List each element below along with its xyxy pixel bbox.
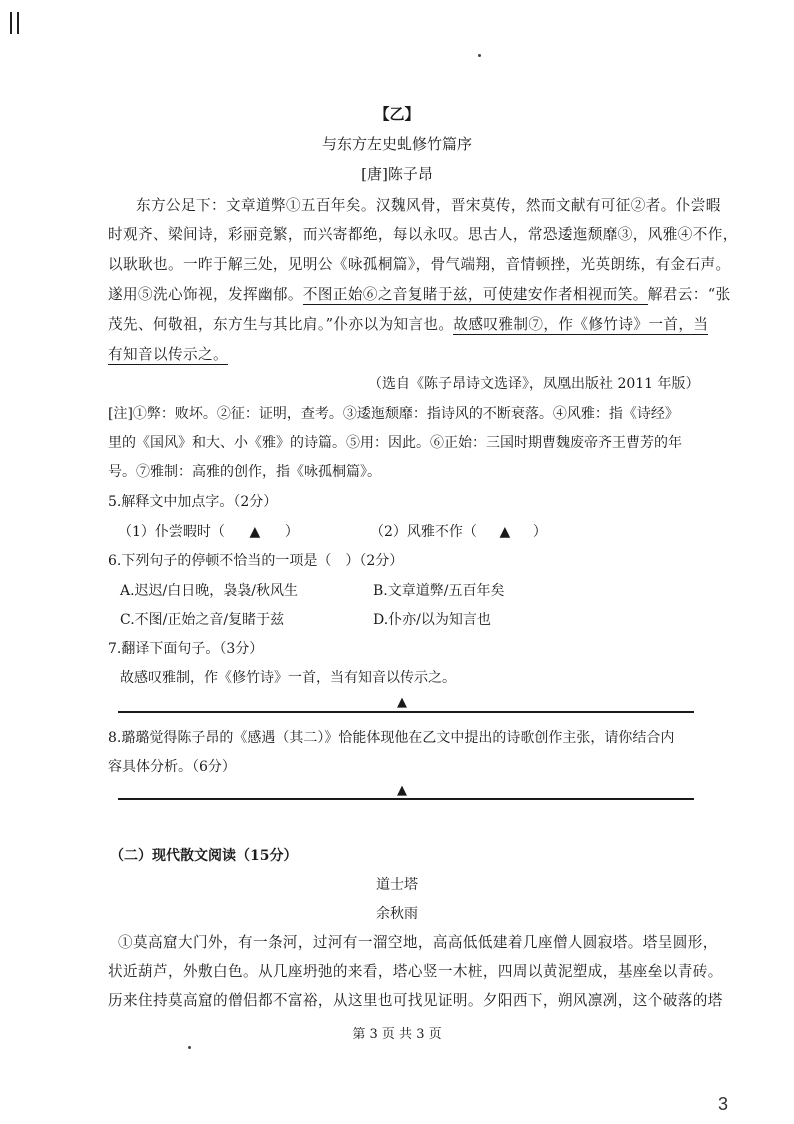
passage-line-5-part-a: 茂先、何敬祖，东方生与其比肩。”仆亦以为知言也。 [108,316,454,333]
essay-author: 余秋雨 [376,906,418,922]
note-line-2: 里的《国风》和大、小《雅》的诗篇。⑤用：因此。⑥正始：三国时期曹魏废帝齐王曹芳的年 [108,435,682,451]
passage-author: [唐]陈子昂 [361,165,433,183]
essay-line-2: 状近葫芦，外敷白色。从几座坍弛的来看，塔心竖一木桩，四周以黄泥塑成，基座垒以青砖。 [108,963,723,980]
q5-part-b-close: ） [532,524,547,540]
passage-line-6 [108,343,228,364]
q5-part-a-close: ） [284,524,299,540]
q8-answer-marker: ▲ [397,783,407,798]
q8-answer-line[interactable] [118,798,694,800]
passage-title: 与东方左史虬修竹篇序 [321,135,472,153]
q6-option-b[interactable]: B.文章道弊/五百年矣 [373,583,505,599]
page-number: 3 [718,1094,729,1114]
q8-stem-line-2: 容具体分析。（6分） [108,759,236,775]
passage-line-3: 以耿耿也。一昨于解三处，见明公《咏孤桐篇》，骨气端翔，音情顿挫，光英朗练，有金石声。 [108,256,731,273]
underlined-sentence-2-end: 有知音以传示之。 [108,346,228,363]
q5-part-a [118,521,299,541]
passage-line-5 [108,313,708,334]
note-line-1: [注]①弊：败坏。②征：证明，查考。③逶迤颓靡：指诗风的不断衰落。④风雅：指《诗经》 [108,406,679,422]
q8-stem-line-1: 8.璐璐觉得陈子昂的《感遇（其二）》恰能体现他在乙文中提出的诗歌创作主张，请你结合内 [108,730,675,746]
page-footer: 第 3 页 共 3 页 [352,1027,442,1042]
q6-stem: 6.下列句子的停顿不恰当的一项是（ ）（2分） [108,553,404,569]
passage-line-4-part-a: 遂用⑤洗心饰视，发挥幽郁。 [108,286,303,303]
passage-line-1: 东方公足下：文章道弊①五百年矣。汉魏风骨，晋宋莫传，然而文献有可征②者。仆尝暇 [136,197,721,214]
note-line-3: 号。⑦雅制：高雅的创作，指《咏孤桐篇》。 [108,464,381,480]
passage-line-2: 时观齐、梁间诗，彩丽竞繁，而兴寄都绝，每以永叹。思古人，常恐逶迤颓靡③，风雅④不作， [108,226,738,243]
q7-sentence: 故感叹雅制，作《修竹诗》一首，当有知音以传示之。 [120,670,456,686]
passage-line-4-part-c: 解君云：“张 [647,286,731,303]
q7-answer-line[interactable] [118,711,694,713]
q5-blank-a[interactable]: ▲ [249,524,261,540]
passage-line-4 [108,283,731,304]
scan-speck [478,54,481,57]
scan-edge-mark [10,12,19,34]
section-heading: （二）现代散文阅读（15分） [110,848,298,864]
q5-part-b-label: （2）风雅不作（ [370,524,477,540]
underlined-sentence-1: 不图正始⑥之音复睹于兹，可使建安作者相视而笑。 [302,286,648,303]
q7-stem: 7.翻译下面句子。（3分） [108,641,264,657]
q5-stem: 5.解释文中加点字。（2分） [108,494,278,510]
q6-option-c[interactable]: C.不图/正始之音/复睹于兹 [120,612,285,628]
scan-speck [188,1046,191,1049]
q7-answer-marker: ▲ [397,695,407,710]
passage-tag: 【乙】 [374,105,420,123]
q5-part-b [370,521,547,541]
essay-line-1: ①莫高窟大门外，有一条河，过河有一溜空地，高高低低建着几座僧人圆寂塔。塔呈圆形， [118,934,718,951]
essay-line-3: 历来住持莫高窟的僧侣都不富裕，从这里也可找见证明。夕阳西下，朔风凛冽，这个破落的塔 [108,992,723,1009]
q5-blank-b[interactable]: ▲ [499,524,511,540]
q6-option-d[interactable]: D.仆亦/以为知言也 [373,612,491,628]
passage-source: （选自《陈子昂诗文选译》，凤凰出版社 2011 年版） [368,376,700,392]
essay-title: 道士塔 [376,877,418,893]
underlined-sentence-2: 故感叹雅制⑦，作《修竹诗》一首，当 [453,316,709,333]
q6-option-a[interactable]: A.迟迟/白日晚，袅袅/秋风生 [120,583,298,599]
q5-part-a-label: （1）仆尝暇时（ [118,524,225,540]
